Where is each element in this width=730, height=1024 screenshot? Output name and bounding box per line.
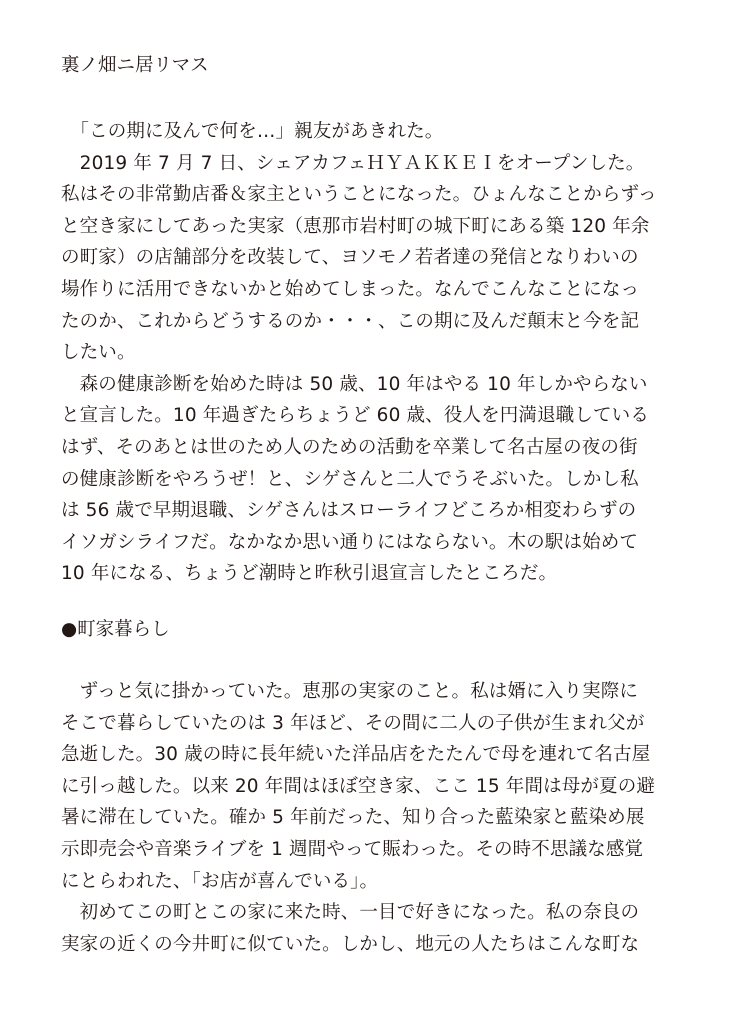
body-text-intro: 「この期に及んで何を…」親友があきれた。 2019 年 7 月 7 日、シェアカフェＨＹＡＫＫＥＩをオープンした。 私はその非常勤店番＆家主ということになった。ひょんなことからずっ と空き家にしてあった実家（恵那市岩村町の城下町にある築 120 年余 の町家）の店舗部分を改装して、ヨソモノ若者達の発信となりわいの 場作りに活用できないかと始めてしまった。なんでこんなことになっ たのか、これからどうするのか・・・、この期に及んだ顛末と今を記 したい。 森の健康診断を始めた時は 50 歳、10 年はやる 10 年しかやらない と宣言した。10 年過ぎたらちょうど 60 歳、役人を円満退職している はず、そのあとは世のため人のための活動を卒業して名古屋の夜の街 の健康診断をやろうぜ！と、シゲさんと二人でうそぶいた。しかし私 は 56 歳で早期退職、シゲさんはスローライフどころか相変わらずの イソガシライフだ。なかなか思い通りにはならない。木の駅は始めて 10 年になる、ちょうど潮時と昨秋引退宣言したところだ。: [61, 121, 657, 585]
section-heading: ●町家暮らし: [61, 619, 170, 640]
body-text-machiya: ずっと気に掛かっていた。恵那の実家のこと。私は婿に入り実際に そこで暮らしていたのは 3 年ほど、その間に二人の子供が生まれ父が 急逝した。30 歳の時に長年続いた洋品店をたたんで母を連れて名古屋 に引っ越した。以来 20 年間はほぼ空き家、ここ 15 年間は母が夏の避 暑に滞在していた。確か 5 年前だった、知り合った藍染家と藍染め展 示即売会や音楽ライブを 1 週間やって賑わった。その時不思議な感覚 にとらわれた、「お店が喜んでいる」。 初めてこの町とこの家に来た時、一目で好きになった。私の奈良の 実家の近くの今井町に似ていた。しかし、地元の人たちはこんな町な: [61, 681, 656, 955]
page-title: 裏ノ畑ニ居リマス: [61, 55, 209, 76]
